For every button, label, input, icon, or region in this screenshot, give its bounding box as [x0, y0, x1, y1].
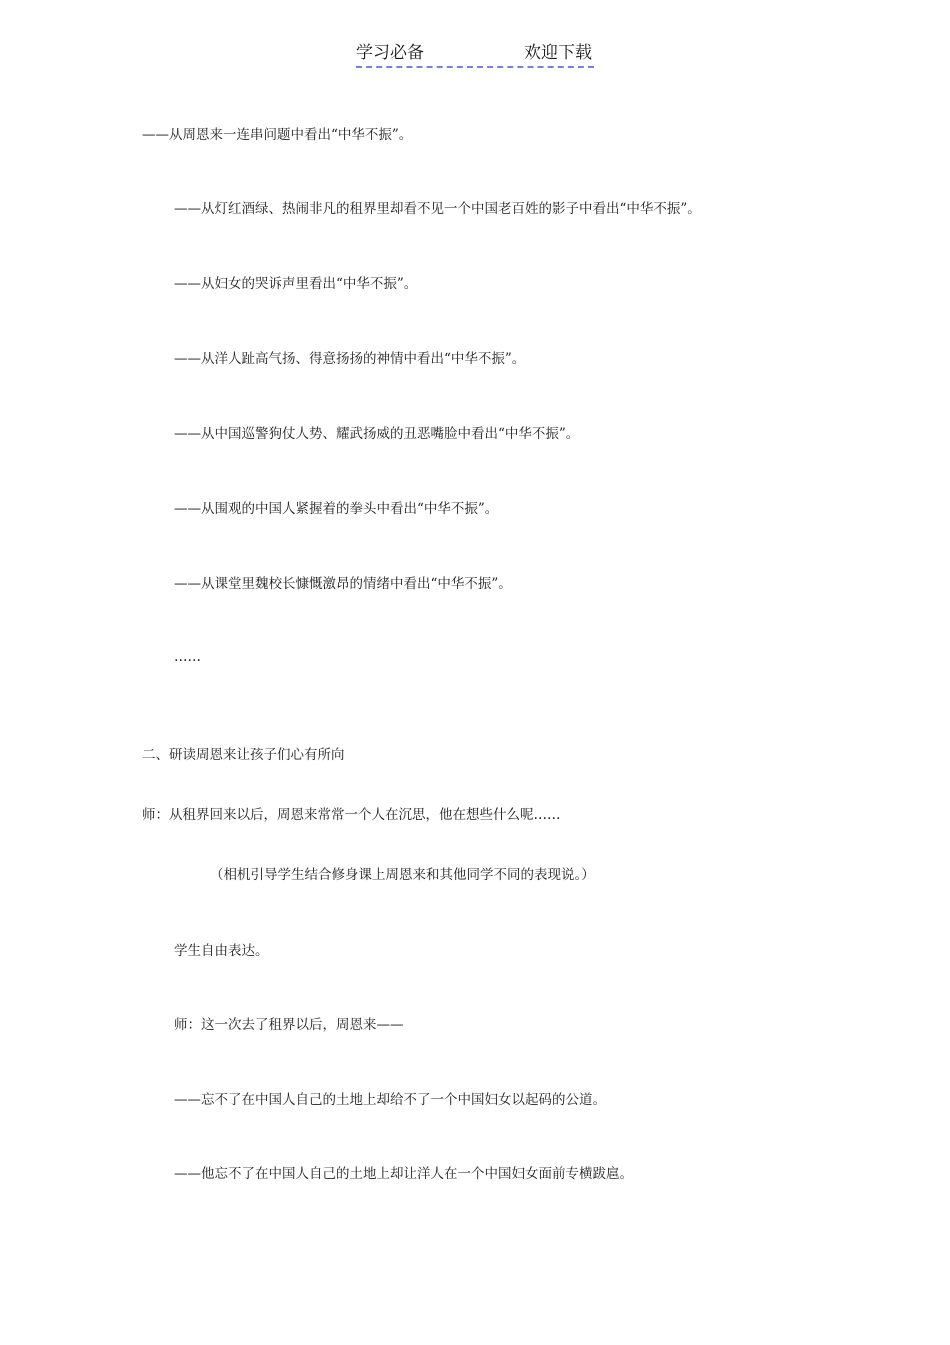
paragraph-line: ——他忘不了在中国人自己的土地上却让洋人在一个中国妇女面前专横跋扈。: [174, 1166, 633, 1182]
paragraph-line: 师：这一次去了租界以后，周恩来——: [174, 1017, 404, 1033]
paragraph-line: ——从灯红酒绿、热闹非凡的租界里却看不见一个中国老百姓的影子中看出“中华不振”。: [174, 201, 701, 217]
page-header: [356, 42, 594, 68]
paragraph-line: 学生自由表达。: [174, 943, 269, 959]
header-right-text: 欢迎下载: [524, 43, 592, 63]
paragraph-line: ——从妇女的哭诉声里看出“中华不振”。: [174, 276, 418, 292]
ellipsis-line: ……: [174, 649, 201, 665]
header-left-text: 学习必备: [356, 43, 424, 63]
section-heading: 二、研读周恩来让孩子们心有所向: [142, 747, 345, 763]
paragraph-line: ——从中国巡警狗仗人势、耀武扬威的丑恶嘴脸中看出“中华不振”。: [174, 426, 580, 442]
paragraph-line: 师：从租界回来以后，周恩来常常一个人在沉思，他在想些什么呢……: [142, 807, 561, 823]
paragraph-line: ——从课堂里魏校长慷慨激昂的情绪中看出“中华不振”。: [174, 576, 512, 592]
paragraph-line: ——从周恩来一连串问题中看出“中华不振”。: [142, 127, 413, 143]
paragraph-line: ——从围观的中国人紧握着的拳头中看出“中华不振”。: [174, 501, 499, 517]
paragraph-line: ——从洋人趾高气扬、得意扬扬的神情中看出“中华不振”。: [174, 351, 526, 367]
paragraph-line: （相机引导学生结合修身课上周恩来和其他同学不同的表现说。）: [210, 867, 595, 883]
paragraph-line: ——忘不了在中国人自己的土地上却给不了一个中国妇女以起码的公道。: [174, 1092, 606, 1108]
